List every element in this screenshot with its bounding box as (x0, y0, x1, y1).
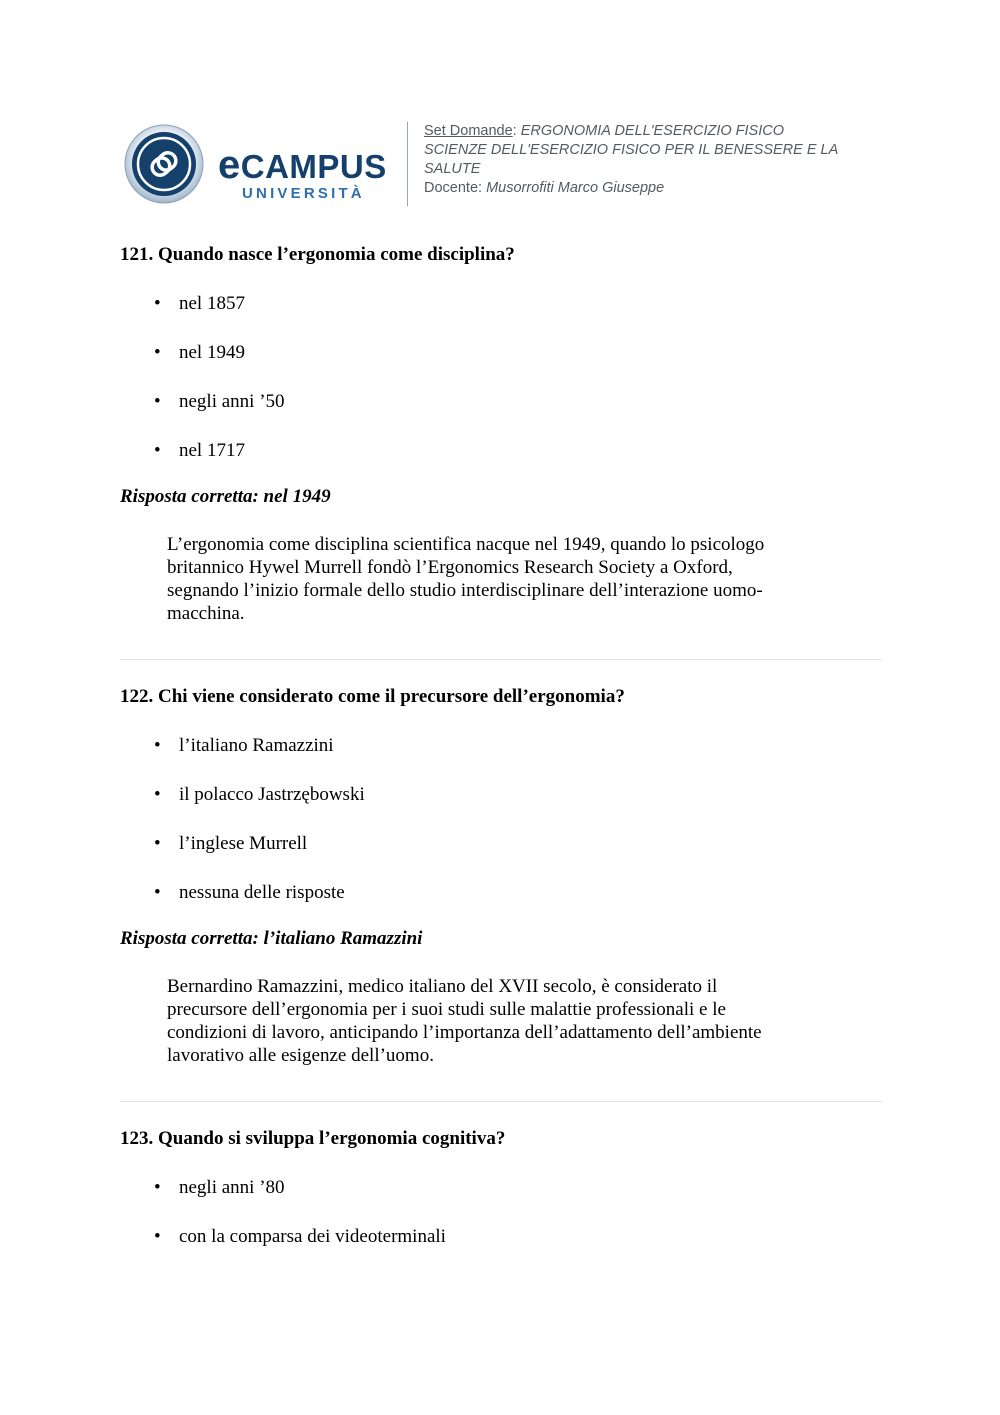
option-text: negli anni ’80 (179, 1177, 285, 1198)
teacher-value: Musorrofiti Marco Giuseppe (486, 180, 665, 196)
correct-answer: Risposta corretta: l’italiano Ramazzini (120, 928, 423, 949)
explanation-line: segnando l’inizio formale dello studio interdisciplinare dell’interazione uomo- (167, 580, 763, 601)
question-separator (120, 1101, 882, 1102)
header-info (424, 122, 884, 198)
explanation (167, 975, 807, 1067)
option-text: nessuna delle risposte (179, 882, 345, 903)
explanation-line: lavorativo alle esigenze dell’uomo. (167, 1045, 434, 1066)
option-text: negli anni ’50 (179, 391, 285, 412)
page-header (124, 120, 884, 210)
question-separator (120, 659, 882, 660)
options-list (120, 292, 882, 463)
logo-brand-text: eCAMPUS (218, 143, 387, 187)
option-text: il polacco Jastrzębowski (179, 784, 365, 805)
bullet-icon: • (154, 391, 161, 412)
option-item (120, 1176, 882, 1200)
explanation (167, 533, 807, 625)
correct-answer: Risposta corretta: nel 1949 (120, 486, 331, 507)
explanation-line: Bernardino Ramazzini, medico italiano del XVII secolo, è considerato il (167, 976, 718, 997)
explanation-line: L’ergonomia come disciplina scientifica nacque nel 1949, quando lo psicologo (167, 534, 765, 555)
explanation-line: precursore dell’ergonomia per i suoi studi sulle malattie professionali e le (167, 999, 726, 1020)
bullet-icon: • (154, 882, 161, 903)
option-text: l’italiano Ramazzini (179, 735, 334, 756)
explanation-line: britannico Hywel Murrell fondò l’Ergonomics Research Society a Oxford, (167, 557, 733, 578)
teacher-line: Docente: Musorrofiti Marco Giuseppe (424, 180, 665, 196)
bullet-icon: • (154, 1226, 161, 1247)
option-item (120, 341, 882, 365)
bullet-icon: • (154, 735, 161, 756)
question-123 (120, 1127, 882, 1249)
bullet-icon: • (154, 440, 161, 461)
option-item (120, 881, 882, 905)
question-list (120, 243, 882, 1249)
logo-subtitle: UNIVERSITÀ (242, 185, 365, 202)
bullet-icon: • (154, 784, 161, 805)
course-line-1: SCIENZE DELL'ESERCIZIO FISICO PER IL BENESSERE E LA (424, 142, 839, 158)
question-122 (120, 685, 882, 1067)
course-line-2: SALUTE (424, 161, 481, 177)
option-text: l’inglese Murrell (179, 833, 308, 854)
options-list (120, 1176, 882, 1249)
bullet-icon: • (154, 833, 161, 854)
option-text: con la comparsa dei videoterminali (179, 1226, 446, 1247)
option-item (120, 783, 882, 807)
bullet-icon: • (154, 342, 161, 363)
header-divider (407, 122, 408, 206)
explanation-line: macchina. (167, 603, 245, 624)
teacher-label: Docente (424, 180, 479, 196)
ecampus-logo (124, 122, 404, 206)
option-text: nel 1717 (179, 440, 245, 461)
option-item (120, 734, 882, 758)
set-line: Set Domande: ERGONOMIA DELL'ESERCIZIO FISICO (424, 123, 785, 139)
bullet-icon: • (154, 1177, 161, 1198)
option-item (120, 1225, 882, 1249)
option-text: nel 1949 (179, 342, 245, 363)
bullet-icon: • (154, 293, 161, 314)
option-item (120, 439, 882, 463)
set-label: Set Domande (424, 123, 513, 139)
question-title: 123. Quando si sviluppa l’ergonomia cognitiva? (120, 1128, 506, 1149)
option-item (120, 832, 882, 856)
options-list (120, 734, 882, 905)
explanation-line: condizioni di lavoro, anticipando l’importanza dell’adattamento dell’ambiente (167, 1022, 762, 1043)
question-121 (120, 243, 882, 625)
option-text: nel 1857 (179, 293, 245, 314)
option-item (120, 390, 882, 414)
set-value: ERGONOMIA DELL'ESERCIZIO FISICO (520, 123, 785, 139)
option-item (120, 292, 882, 316)
question-title: 122. Chi viene considerato come il precursore dell’ergonomia? (120, 686, 625, 707)
question-title: 121. Quando nasce l’ergonomia come disciplina? (120, 244, 515, 265)
